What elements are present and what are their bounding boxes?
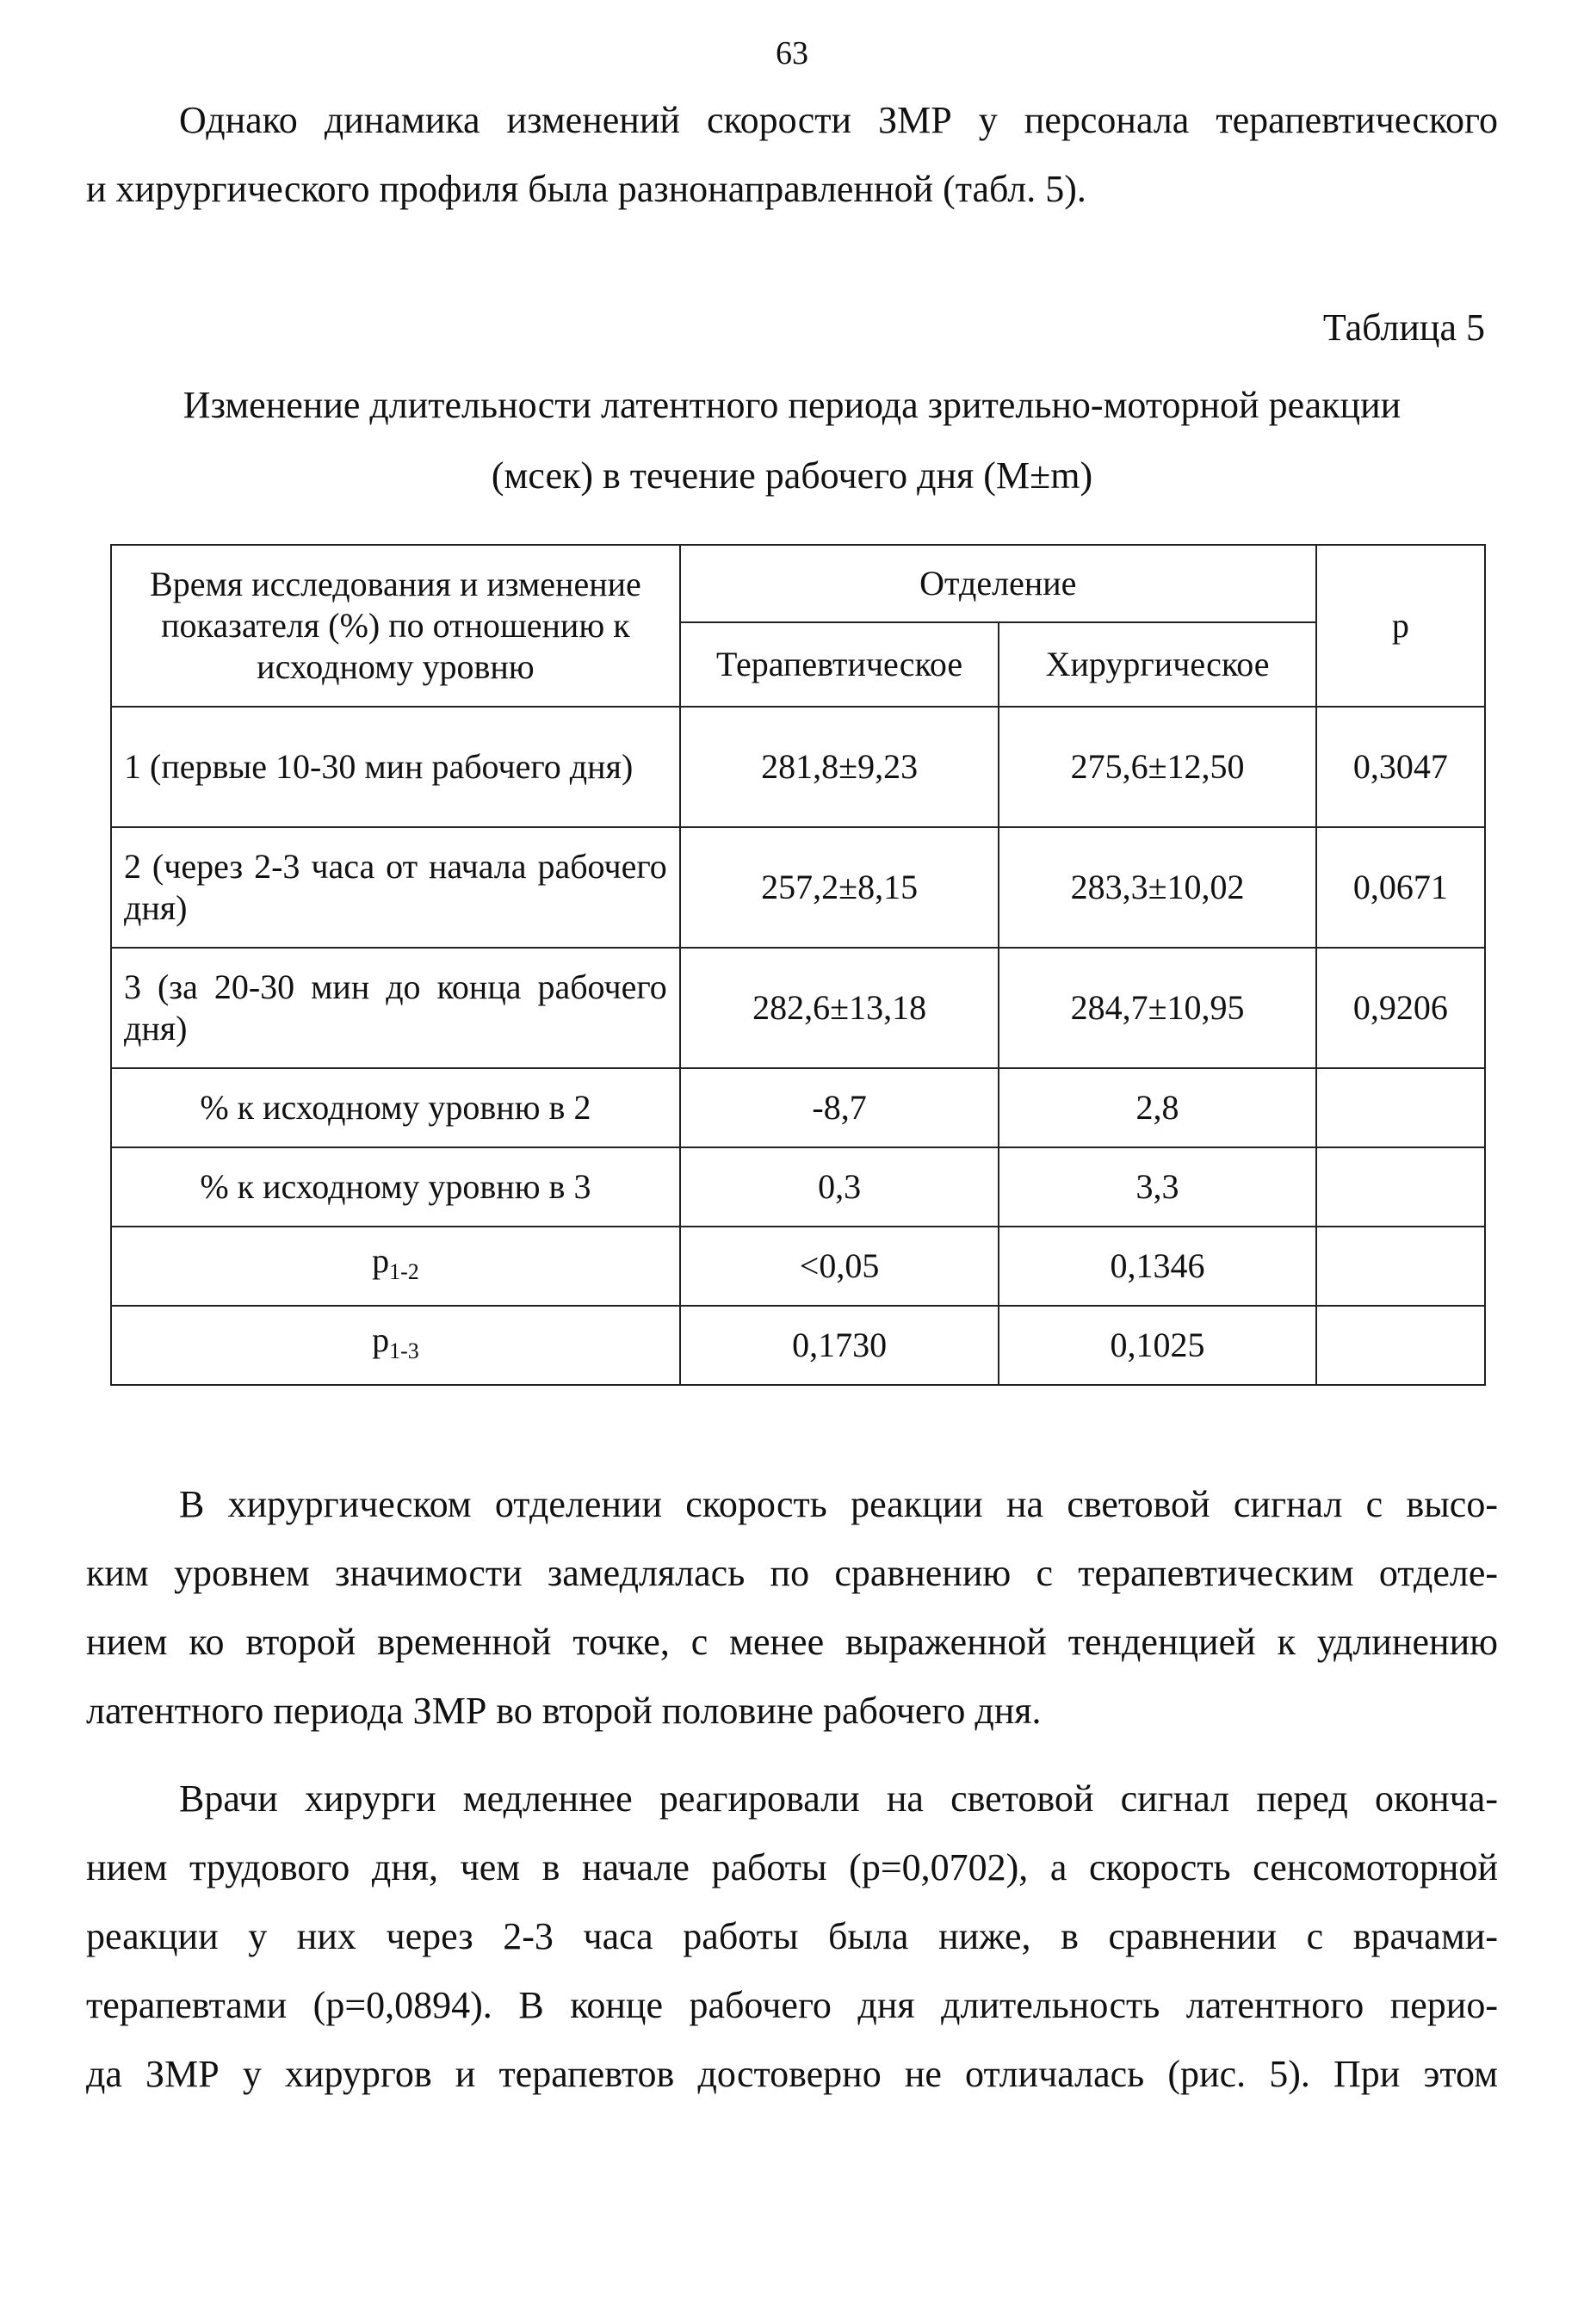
therapeutic-value: 0,3	[680, 1147, 999, 1227]
paragraph-2-line-4: терапевтами (р=0,0894). В конце рабочего дня длительность латентного перио-	[86, 1984, 1498, 2026]
header-time-cell	[111, 545, 680, 707]
row-label: 1 (первые 10-30 мин рабочего дня)	[111, 707, 680, 827]
table-row	[111, 1147, 1485, 1227]
table-caption	[0, 370, 1584, 511]
surgical-value: 283,3±10,02	[999, 827, 1315, 948]
intro-paragraph	[86, 86, 1498, 224]
therapeutic-value: <0,05	[680, 1227, 999, 1306]
table-row	[111, 707, 1485, 827]
header-department: Отделение	[680, 545, 1316, 622]
surgical-value: 3,3	[999, 1147, 1315, 1227]
therapeutic-value: 257,2±8,15	[680, 827, 999, 948]
row-label: % к исходному уровню в 2	[111, 1068, 680, 1147]
p-value	[1316, 1227, 1485, 1306]
row-label	[111, 1227, 680, 1306]
paragraph-1-line-4: латентного периода ЗМР во второй половине рабочего дня.	[86, 1690, 1042, 1732]
table-header-row	[111, 545, 1485, 622]
row-label-main: p	[372, 1240, 390, 1280]
surgical-value: 2,8	[999, 1068, 1315, 1147]
table-row	[111, 1306, 1485, 1385]
data-table	[110, 544, 1486, 1386]
surgical-value: 0,1346	[999, 1227, 1315, 1306]
header-time-line-2: показателя (%) по отношению к	[161, 606, 630, 645]
row-label-main: p	[372, 1320, 390, 1359]
table-row	[111, 948, 1485, 1068]
row-label: 3 (за 20-30 мин до конца рабочего дня)	[111, 948, 680, 1068]
intro-line-2: и хирургического профиля была разнонаправленной (табл. 5).	[86, 168, 1086, 210]
paragraph-1-line-2: ким уровнем значимости замедлялась по сравнению с терапевтическим отделе-	[86, 1552, 1498, 1594]
paragraph-2-line-1: Врачи хирурги медленнее реагировали на световой сигнал перед оконча-	[179, 1777, 1498, 1820]
row-label-subscript: 1-2	[389, 1258, 419, 1284]
header-surgical: Хирургическое	[999, 622, 1315, 707]
table-caption-line-2: (мсек) в течение рабочего дня (M±m)	[491, 454, 1093, 497]
table-row	[111, 1227, 1485, 1306]
paragraph-2-line-2: нием трудового дня, чем в начале работы (р=0,0702), а скорость сенсомоторной	[86, 1846, 1498, 1888]
paragraph-1-line-1: В хирургическом отделении скорость реакции на световой сигнал с высо-	[179, 1483, 1498, 1525]
table-row	[111, 1068, 1485, 1147]
therapeutic-value: 282,6±13,18	[680, 948, 999, 1068]
table-caption-line-1: Изменение длительности латентного периода зрительно-моторной реакции	[183, 384, 1401, 426]
therapeutic-value: -8,7	[680, 1068, 999, 1147]
surgical-value: 275,6±12,50	[999, 707, 1315, 827]
header-therapeutic: Терапевтическое	[680, 622, 999, 707]
row-label: % к исходному уровню в 3	[111, 1147, 680, 1227]
paragraph-2-line-5: да ЗМР у хирургов и терапевтов достоверно не отличалась (рис. 5). При этом	[86, 2053, 1498, 2095]
p-value	[1316, 1068, 1485, 1147]
p-value: 0,3047	[1316, 707, 1485, 827]
p-value: 0,0671	[1316, 827, 1485, 948]
row-label: 2 (через 2-3 часа от начала рабочего дня)	[111, 827, 680, 948]
row-label-subscript: 1-3	[389, 1338, 419, 1363]
surgical-value: 284,7±10,95	[999, 948, 1315, 1068]
page-number: 63	[776, 35, 808, 71]
p-value: 0,9206	[1316, 948, 1485, 1068]
p-value	[1316, 1147, 1485, 1227]
therapeutic-value: 0,1730	[680, 1306, 999, 1385]
row-label	[111, 1306, 680, 1385]
table-row	[111, 827, 1485, 948]
header-time-line-1: Время исследования и изменение	[150, 565, 641, 603]
p-value	[1316, 1306, 1485, 1385]
header-p: p	[1316, 545, 1485, 707]
paragraph-1	[86, 1470, 1498, 1746]
intro-line-1: Однако динамика изменений скорости ЗМР у персонала терапевтического	[179, 99, 1498, 141]
paragraph-2-line-3: реакции у них через 2-3 часа работы была ниже, в сравнении с врачами-	[86, 1915, 1498, 1957]
therapeutic-value: 281,8±9,23	[680, 707, 999, 827]
paragraph-2	[86, 1765, 1498, 2109]
paragraph-1-line-3: нием ко второй временной точке, с менее выраженной тенденцией к удлинению	[86, 1621, 1498, 1663]
surgical-value: 0,1025	[999, 1306, 1315, 1385]
header-time-line-3: исходному уровню	[257, 647, 535, 686]
table-label: Таблица 5	[1322, 306, 1485, 349]
